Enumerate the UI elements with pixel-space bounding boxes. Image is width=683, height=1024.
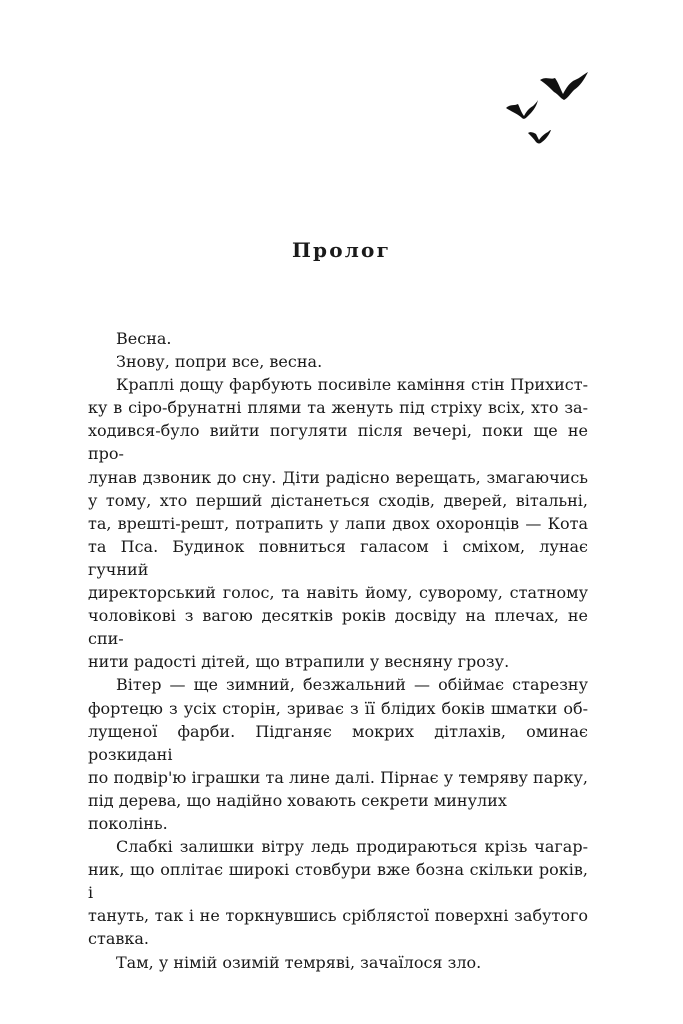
paragraph xyxy=(88,835,588,950)
paragraph xyxy=(88,673,588,835)
bat-icon xyxy=(506,100,538,119)
text-line: чоловікові з вагою десятків років досвіду на плечах, не спи- xyxy=(88,606,588,649)
text-line: Весна. xyxy=(116,329,172,348)
text-line: Краплі дощу фарбують посивіле каміння стін Прихист- xyxy=(116,375,588,395)
text-line: ку в сіро-брунатні плями та женуть під стріху всіх, хто за- xyxy=(88,398,588,418)
text-line: Вітер — ще зимний, безжальний — обіймає старезну xyxy=(116,675,588,695)
text-line: Слабкі залишки вітру ледь продираються крізь чагар- xyxy=(116,837,588,857)
text-line: лущеної фарби. Підганяє мокрих дітлахів, оминає розкидані xyxy=(88,721,588,764)
text-line: Знову, попри все, весна. xyxy=(116,352,323,372)
chapter-text xyxy=(88,327,588,974)
text-line: тануть, так і не торкнувшись сріблястої поверхні забутого xyxy=(88,906,588,926)
text-line: ник, що оплітає широкі стовбури вже бозна скільки років, і xyxy=(88,860,588,903)
paragraph xyxy=(88,350,588,373)
text-line: та, врешті-решт, потрапить у лапи двох охоронців — Кота xyxy=(88,513,588,533)
text-line: під дерева, що надійно ховають секрети минулих поколінь. xyxy=(88,790,507,833)
bat-icon xyxy=(540,72,588,100)
paragraph xyxy=(88,951,588,974)
bats-illustration xyxy=(500,68,600,153)
text-line: ставка. xyxy=(88,929,149,949)
text-line: фортецю з усіх сторін, зриває з її блідих боків шматки об- xyxy=(88,698,588,718)
paragraph xyxy=(88,327,588,350)
text-line: ходився-було вийти погуляти після вечері, поки ще не про- xyxy=(88,421,588,464)
bat-icon xyxy=(528,130,551,144)
chapter-title: Пролог xyxy=(291,238,392,262)
text-line: та Пса. Будинок повниться галасом і сміхом, лунає гучний xyxy=(88,536,588,579)
paragraph xyxy=(88,373,588,673)
text-line: нити радості дітей, що втрапили у весняну грозу. xyxy=(88,652,510,672)
text-line: по подвір'ю іграшки та лине далі. Пірнає у темряву парку, xyxy=(88,767,588,787)
text-line: у тому, хто перший дістанеться сходів, дверей, вітальні, xyxy=(88,490,588,510)
text-line: лунав дзвоник до сну. Діти радісно верещать, змагаючись xyxy=(88,467,588,487)
text-line: Там, у німій озимій темряві, зачаїлося зло. xyxy=(116,952,482,972)
text-line: директорський голос, та навіть йому, суворому, статному xyxy=(88,583,588,603)
